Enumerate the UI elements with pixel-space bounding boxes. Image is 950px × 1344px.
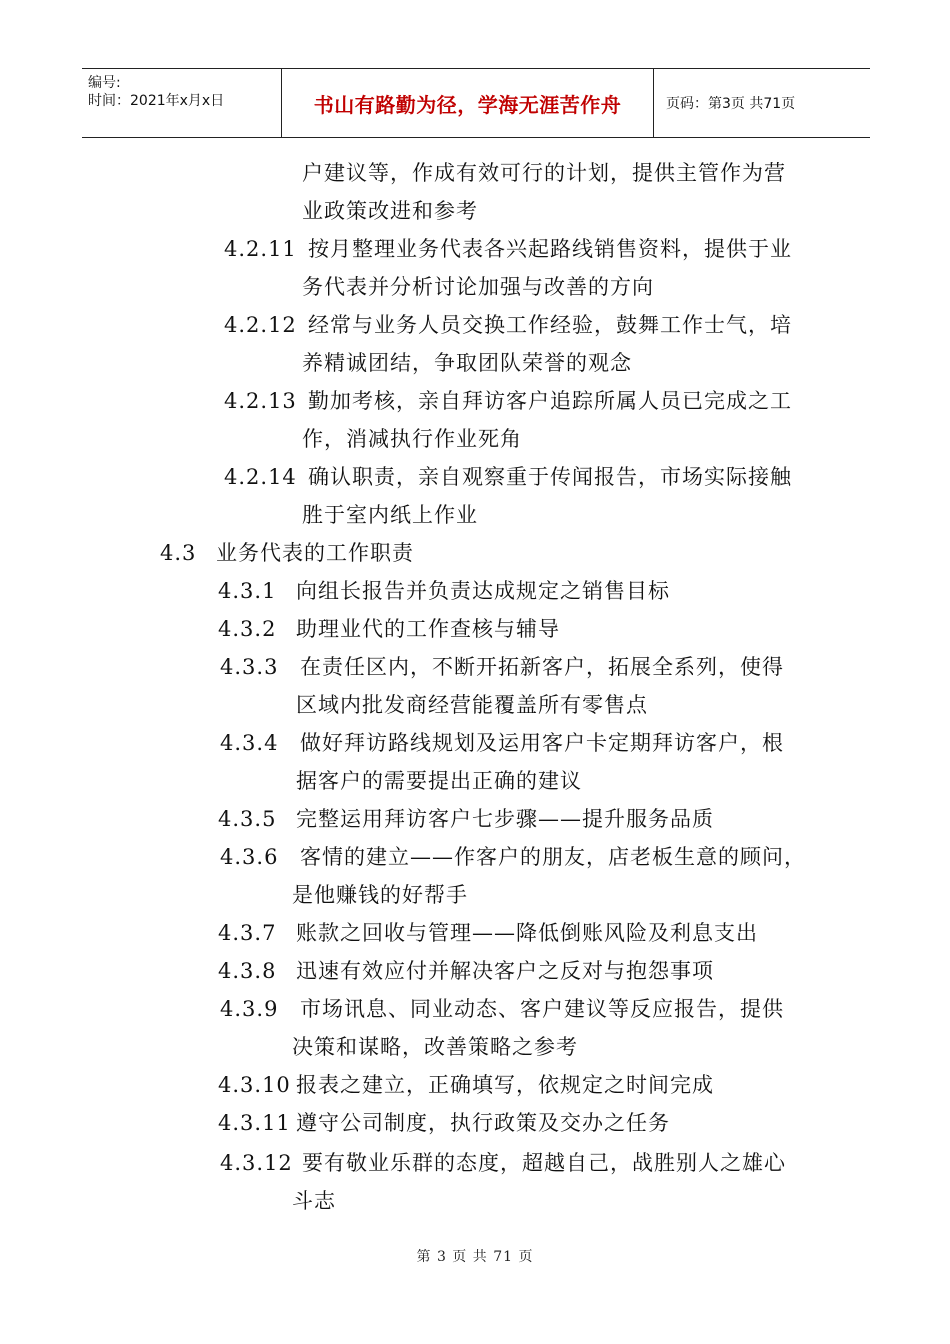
item-number: 4.3.10 <box>218 1073 291 1097</box>
list-item <box>224 464 792 490</box>
item-number: 4.3.11 <box>218 1111 291 1135</box>
list-item <box>218 578 670 604</box>
list-item <box>220 730 784 756</box>
list-item <box>224 312 792 338</box>
list-item <box>218 616 560 642</box>
header-page-cell <box>654 69 870 137</box>
item-number: 4.3.3 <box>220 655 279 679</box>
paragraph-line: 据客户的需要提出正确的建议 <box>296 769 582 793</box>
item-text: 确认职责，亲自观察重于传闻报告，市场实际接触 <box>308 465 792 489</box>
page-footer <box>0 1246 950 1266</box>
item-text: 经常与业务人员交换工作经验，鼓舞工作士气，培 <box>308 313 792 337</box>
footer-page-number: 第 3 页 共 71 页 <box>416 1249 534 1265</box>
list-item <box>224 388 792 414</box>
paragraph-line: 胜于室内纸上作业 <box>302 503 478 527</box>
item-number: 4.3.4 <box>220 731 279 755</box>
list-item <box>218 1072 714 1098</box>
section-title: 业务代表的工作职责 <box>216 541 414 565</box>
section-heading <box>160 540 414 566</box>
document-number-label: 编号: <box>88 75 121 91</box>
list-item <box>218 1110 670 1136</box>
paragraph-line: 是他赚钱的好帮手 <box>292 883 468 907</box>
paragraph-line: 养精诚团结，争取团队荣誉的观念 <box>302 351 632 375</box>
item-text: 迅速有效应付并解决客户之反对与抱怨事项 <box>296 959 714 983</box>
item-text: 报表之建立，正确填写，依规定之时间完成 <box>296 1073 714 1097</box>
item-number: 4.3.9 <box>220 997 279 1021</box>
document-time-label: 时间：2021年x月x日 <box>88 93 225 109</box>
list-item <box>218 958 714 984</box>
header-page-info: 页码：第3页 共71页 <box>666 96 796 112</box>
item-number: 4.3.7 <box>218 921 277 945</box>
item-number: 4.3.12 <box>220 1151 293 1175</box>
item-text: 向组长报告并负责达成规定之销售目标 <box>296 579 670 603</box>
item-number: 4.2.13 <box>224 389 297 413</box>
paragraph-line: 务代表并分析讨论加强与改善的方向 <box>302 275 654 299</box>
item-number: 4.2.12 <box>224 313 297 337</box>
item-text: 勤加考核，亲自拜访客户追踪所属人员已完成之工 <box>308 389 792 413</box>
paragraph-line: 作，消减执行作业死角 <box>302 427 522 451</box>
item-number: 4.2.11 <box>224 237 297 261</box>
item-number: 4.3.2 <box>218 617 277 641</box>
section-number: 4.3 <box>160 541 197 565</box>
item-number: 4.3.6 <box>220 845 279 869</box>
item-number: 4.3.1 <box>218 579 277 603</box>
item-text: 遵守公司制度，执行政策及交办之任务 <box>296 1111 670 1135</box>
list-item <box>220 996 784 1022</box>
list-item <box>220 1150 786 1176</box>
header-meta-cell <box>82 69 282 137</box>
item-text: 市场讯息、同业动态、客户建议等反应报告，提供 <box>300 997 784 1021</box>
item-text: 完整运用拜访客户七步骤——提升服务品质 <box>296 807 714 831</box>
paragraph-line: 斗志 <box>292 1189 336 1213</box>
paragraph-line: 决策和谋略，改善策略之参考 <box>292 1035 578 1059</box>
item-text: 客情的建立——作客户的朋友，店老板生意的顾问， <box>300 845 806 869</box>
item-text: 按月整理业务代表各兴起路线销售资料，提供于业 <box>308 237 792 261</box>
item-text: 在责任区内，不断开拓新客户，拓展全系列，使得 <box>300 655 784 679</box>
item-number: 4.3.5 <box>218 807 277 831</box>
paragraph-line: 区域内批发商经营能覆盖所有零售点 <box>296 693 648 717</box>
paragraph-line: 户建议等，作成有效可行的计划，提供主管作为营 <box>302 161 786 185</box>
item-number: 4.2.14 <box>224 465 297 489</box>
item-number: 4.3.8 <box>218 959 277 983</box>
header-motto: 书山有路勤为径，学海无涯苦作舟 <box>313 92 622 117</box>
item-text: 助理业代的工作查核与辅导 <box>296 617 560 641</box>
list-item <box>218 920 758 946</box>
header-motto-cell <box>282 69 654 137</box>
item-text: 要有敬业乐群的态度，超越自己，战胜别人之雄心 <box>302 1151 786 1175</box>
item-text: 做好拜访路线规划及运用客户卡定期拜访客户，根 <box>300 731 784 755</box>
list-item <box>220 654 784 680</box>
item-text: 账款之回收与管理——降低倒账风险及利息支出 <box>296 921 758 945</box>
page-header <box>82 68 870 138</box>
list-item <box>224 236 792 262</box>
list-item <box>218 806 714 832</box>
paragraph-line: 业政策改进和参考 <box>302 199 478 223</box>
list-item <box>220 844 806 870</box>
